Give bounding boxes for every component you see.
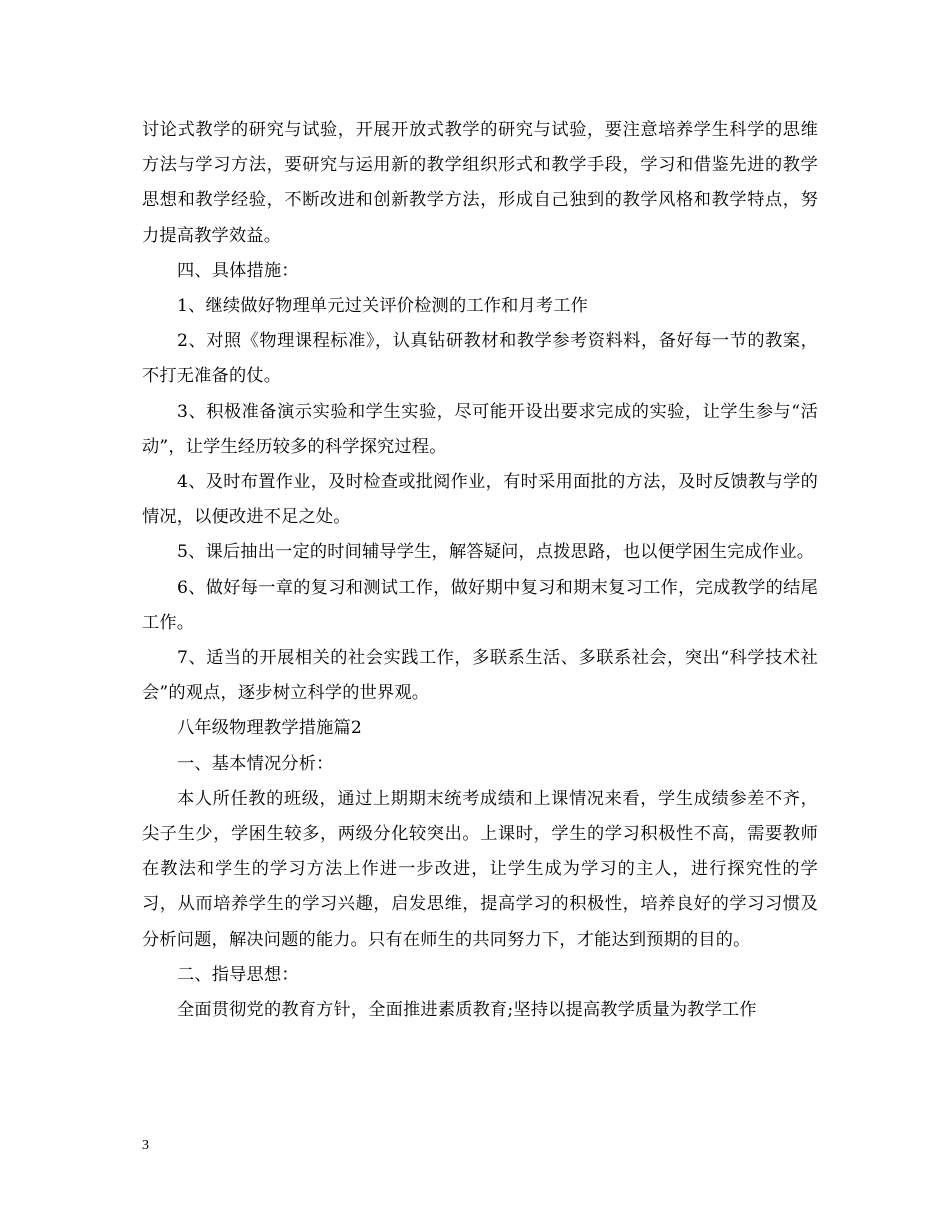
section-title-part-2: 八年级物理教学措施篇2 (177, 718, 363, 739)
measure-item-4: 4、及时布置作业，及时检查或批阅作业，有时采用面批的方法，及时反馈教与学的情况，以便改进不足之处。 (142, 472, 818, 528)
heading-specific-measures: 四、具体措施： (177, 260, 299, 281)
paragraph-education-policy: 全面贯彻党的教育方针，全面推进素质教育;坚持以提高教学质量为教学工作 (177, 1000, 757, 1021)
heading-basic-analysis: 一、基本情况分析： (177, 753, 334, 774)
paragraph-class-situation: 本人所任教的班级，通过上期期末统考成绩和上课情况来看，学生成绩参差不齐，尖子生少，学困生较多，两级分化较突出。上课时，学生的学习积极性不高，需要教师在教法和学生的学习方法上作进一步改进，让学生成为学习的主人，进行探究性的学习，从而培养学生的学习兴趣，启发思维，提高学习的积极性，培养良好的学习习惯及分析问题，解决问题的能力。只有在师生的共同努力下，才能达到预期的目的。 (142, 788, 818, 950)
document-body (142, 113, 818, 1028)
paragraph-continued-methods: 讨论式教学的研究与试验，开展开放式教学的研究与试验，要注意培养学生科学的思维方法与学习方法，要研究与运用新的教学组织形式和教学手段，学习和借鉴先进的教学思想和教学经验，不断改进和创新教学方法，形成自己独到的教学风格和教学特点，努力提高教学效益。 (142, 120, 818, 246)
measure-item-7: 7、适当的开展相关的社会实践工作，多联系生活、多联系社会，突出“科学技术社会”的观点，逐步树立科学的世界观。 (142, 648, 818, 704)
measure-item-5: 5、课后抽出一定的时间辅导学生，解答疑问，点拨思路，也以便学困生完成作业。 (177, 542, 815, 563)
measure-item-6: 6、做好每一章的复习和测试工作，做好期中复习和期末复习工作，完成教学的结尾工作。 (142, 577, 818, 633)
measure-item-1: 1、继续做好物理单元过关评价检测的工作和月考工作 (177, 296, 589, 317)
measure-item-2: 2、对照《物理课程标准》，认真钻研教材和教学参考资料料，备好每一节的教案，不打无准备的仗。 (142, 331, 818, 387)
page-number: 3 (142, 1138, 149, 1153)
heading-guiding-ideology: 二、指导思想： (177, 964, 299, 985)
measure-item-3: 3、积极准备演示实验和学生实验，尽可能开设出要求完成的实验，让学生参与“活动”，让学生经历较多的科学探究过程。 (142, 401, 819, 457)
